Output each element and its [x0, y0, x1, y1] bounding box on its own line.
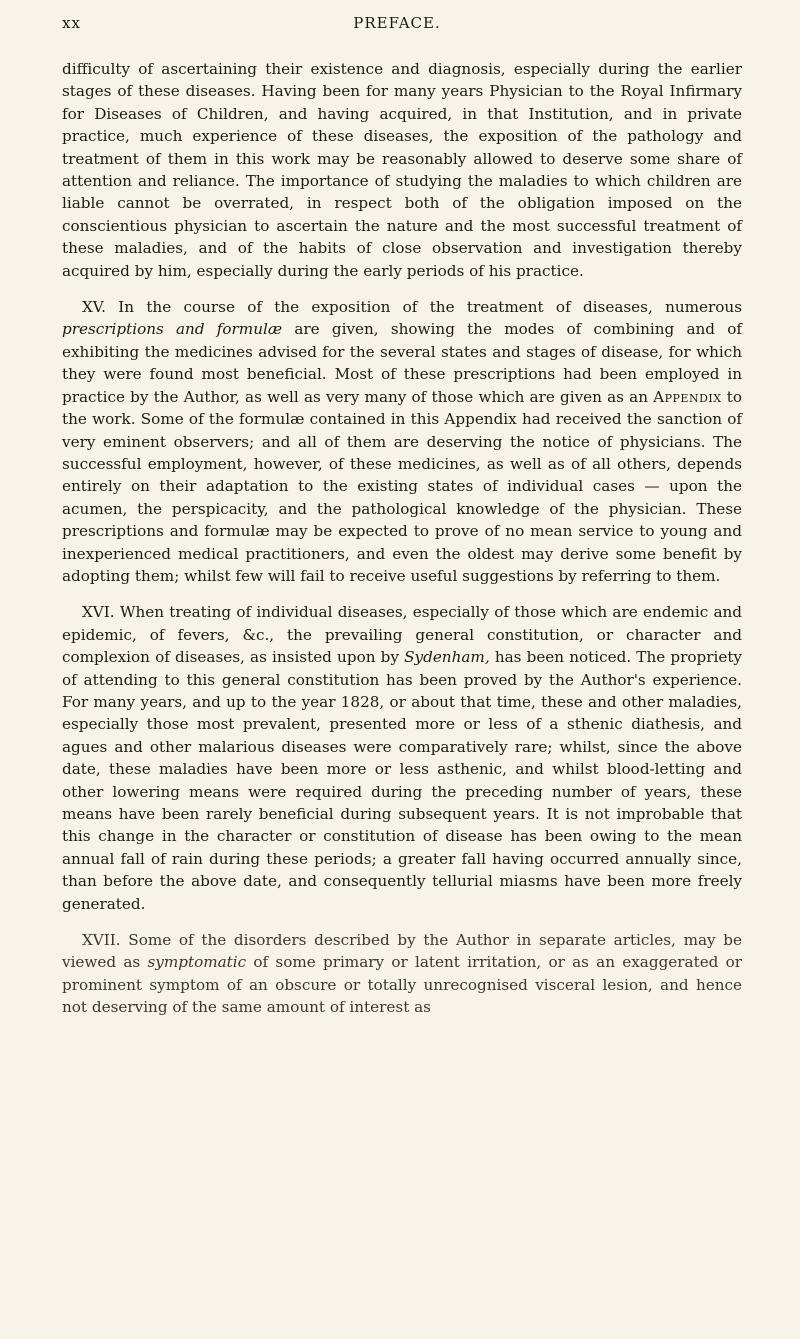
section-xv-emphasis: prescriptions and formulæ: [62, 320, 283, 339]
section-xvii-emphasis: symptomatic: [147, 953, 247, 972]
appendix-reference: Appendix: [653, 387, 722, 406]
section-xvii-text-a: Some of the disorders described by the Author in separate articles, may be viewed as: [62, 931, 742, 972]
paragraph-intro: [62, 58, 742, 282]
running-title: PREFACE.: [353, 14, 441, 32]
section-xvii-number: XVII.: [82, 931, 121, 950]
section-xv: [62, 296, 742, 587]
running-head: [62, 14, 732, 40]
section-xvi: [62, 601, 742, 915]
page-number: xx: [62, 14, 81, 32]
section-xv-text-c: to the work. Some of the formulæ contained in this Appendix had received the sanction of very eminent observers; and all of them are deserving the notice of physicians. The successful employment, however, of these medicines, as well as of all others, depends entirely on their adaptation to the existing states of individual cases — upon the acumen, the perspicacity, and the pathological knowledge of the physician. These prescriptions and formulæ may be expected to prove of no mean service to young and inexperienced medical practitioners, and even the oldest may derive some benefit by adopting them; whilst few will fail to receive useful suggestions by referring to them.: [62, 387, 742, 585]
section-xvii-text-b: of some primary or latent irritation, or as an exaggerated or prominent symptom of an obscure or totally unrecognised visceral lesion, and hence not deserving of the same amount of interest as: [62, 953, 743, 1017]
paragraph-intro-text: difficulty of ascertaining their existence and diagnosis, especially during the earlier stages of these diseases. Having been for many years Physician to the Royal Infirmary for Diseases of Children, and having acquired, in that Institution, and in private practice, much experience of these diseases, the exposition of the pathology and treatment of them in this work may be reasonably allowed to deserve some share of attention and reliance. The importance of studying the maladies to which children are liable cannot be overrated, in respect both of the obligation imposed on the conscientious physician to ascertain the nature and the most successful treatment of these maladies, and of the habits of close observation and investigation thereby acquired by him, especially during the early periods of his practice.: [62, 60, 742, 280]
section-xvi-emphasis: Sydenham,: [404, 648, 490, 667]
section-xv-number: XV.: [82, 298, 106, 317]
section-xvi-text-b: has been noticed. The propriety of attending to this general constitution has been proved by the Author's experience. For many years, and up to the year 1828, or about that time, these and other maladies, especially those most prevalent, presented more or less of a sthenic diathesis, and agues and other malarious diseases were comparatively rare; whilst, since the above date, these maladies have been more or less asthenic, and whilst blood-letting and other lowering means were required during the preceding number of years, these means have been rarely beneficial during subsequent years. It is not improbable that this change in the character or constitution of disease has been owing to the mean annual fall of rain during these periods; a greater fall having occurred annually since, than before the above date, and consequently tellurial miasms have been more freely generated.: [62, 648, 742, 913]
section-xv-text-b: are given, showing the modes of combining and of exhibiting the medicines advised for the several states and stages of disease, for which they were found most beneficial. Most of these prescriptions had been employed in practice by the Author, as well as very many of those which are given as an: [62, 320, 742, 406]
section-xvii: [62, 929, 742, 1019]
section-xvi-text-a: When treating of individual diseases, especially of those which are endemic and epidemic, of fevers, &c., the prevailing general constitution, or character and complexion of diseases, as insisted upon by: [62, 603, 742, 667]
section-xv-text-a: In the course of the exposition of the treatment of diseases, numerous: [118, 298, 743, 317]
body-text: [62, 58, 742, 1019]
section-xvi-number: XVI.: [82, 603, 115, 622]
